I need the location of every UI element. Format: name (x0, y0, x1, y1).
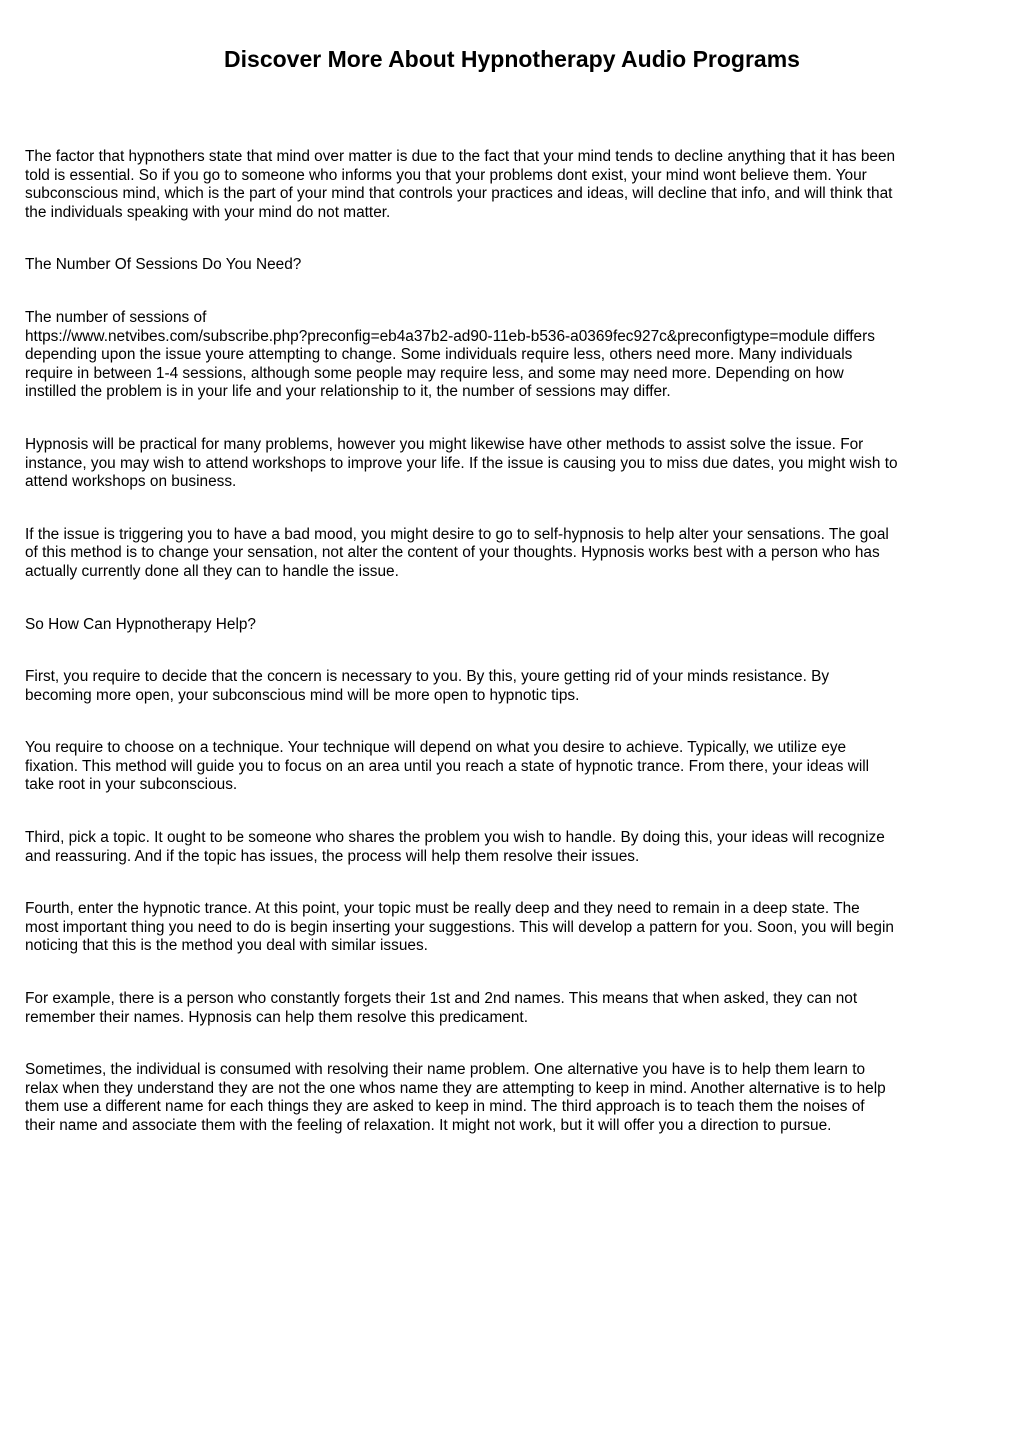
paragraph-sessions: The number of sessions of https://www.netvibes.com/subscribe.php?preconfig=eb4a37b2-ad90-11eb-b536-a0369fec927c&preconfigtype=module differs depending upon the issue youre attempting to change. Some individuals require less, others need more. Many individuals require in between 1-4 sessions, although some people may require less, and some may need more. Depending on how instilled the problem is in your life and your relationship to it, the number of sessions may differ. (25, 308, 875, 401)
section-heading-help: So How Can Hypnotherapy Help? (25, 615, 256, 633)
paragraph-first: First, you require to decide that the concern is necessary to you. By this, youre getting rid of your minds resistance. By becoming more open, your subconscious mind will be more open to hypnotic tips. (25, 668, 830, 704)
paragraph-intro: The factor that hypnothers state that mind over matter is due to the fact that your mind tends to decline anything that it has been told is essential. So if you go to someone who informs you that your problems dont exist, your mind wont believe them. Your subconscious mind, which is the part of your mind that controls your practices and ideas, will decline that info, and will think that the individuals speaking with your mind do not matter. (25, 148, 896, 221)
document-title: Discover More About Hypnotherapy Audio Programs (224, 46, 800, 72)
paragraph-practical: Hypnosis will be practical for many problems, however you might likewise have other methods to assist solve the issue. For instance, you may wish to attend workshops to improve your life. If the issue is causing you to miss due dates, you might wish to attend workshops on business. (25, 435, 898, 491)
paragraph-bad-mood: If the issue is triggering you to have a bad mood, you might desire to go to self-hypnosis to help alter your sensations. The goal of this method is to change your sensation, not alter the content of your thoughts. Hypnosis works best with a person who has actually currently done all they can to handle the issue. (25, 525, 889, 580)
paragraph-technique: You require to choose on a technique. Your technique will depend on what you desire to achieve. Typically, we utilize eye fixation. This method will guide you to focus on an area until you reach a state of hypnotic trance. From there, your ideas will take root in your subconscious. (25, 739, 870, 794)
document-body (25, 148, 1005, 1170)
paragraph-sometimes: Sometimes, the individual is consumed with resolving their name problem. One alternative you have is to help them learn to relax when they understand they are not the one whos name they are attempting to keep in mind. Another alternative is to help them use a different name for each things they are asked to keep in mind. The third approach is to teach them the noises of their name and associate them with the feeling of relaxation. It might not work, but it will offer you a direction to pursue. (25, 1061, 886, 1134)
paragraph-fourth: Fourth, enter the hypnotic trance. At this point, your topic must be really deep and they need to remain in a deep state. The most important thing you need to do is begin inserting your suggestions. This will develop a pattern for you. Soon, you will begin noticing that this is the method you deal with similar issues. (25, 900, 894, 955)
paragraph-example: For example, there is a person who constantly forgets their 1st and 2nd names. This means that when asked, they can not remember their names. Hypnosis can help them resolve this predicament. (25, 990, 858, 1026)
section-heading-sessions: The Number Of Sessions Do You Need? (25, 256, 302, 274)
paragraph-third: Third, pick a topic. It ought to be someone who shares the problem you wish to handle. By doing this, your ideas will recognize and reassuring. And if the topic has issues, the process will help them resolve their issues. (25, 829, 885, 865)
